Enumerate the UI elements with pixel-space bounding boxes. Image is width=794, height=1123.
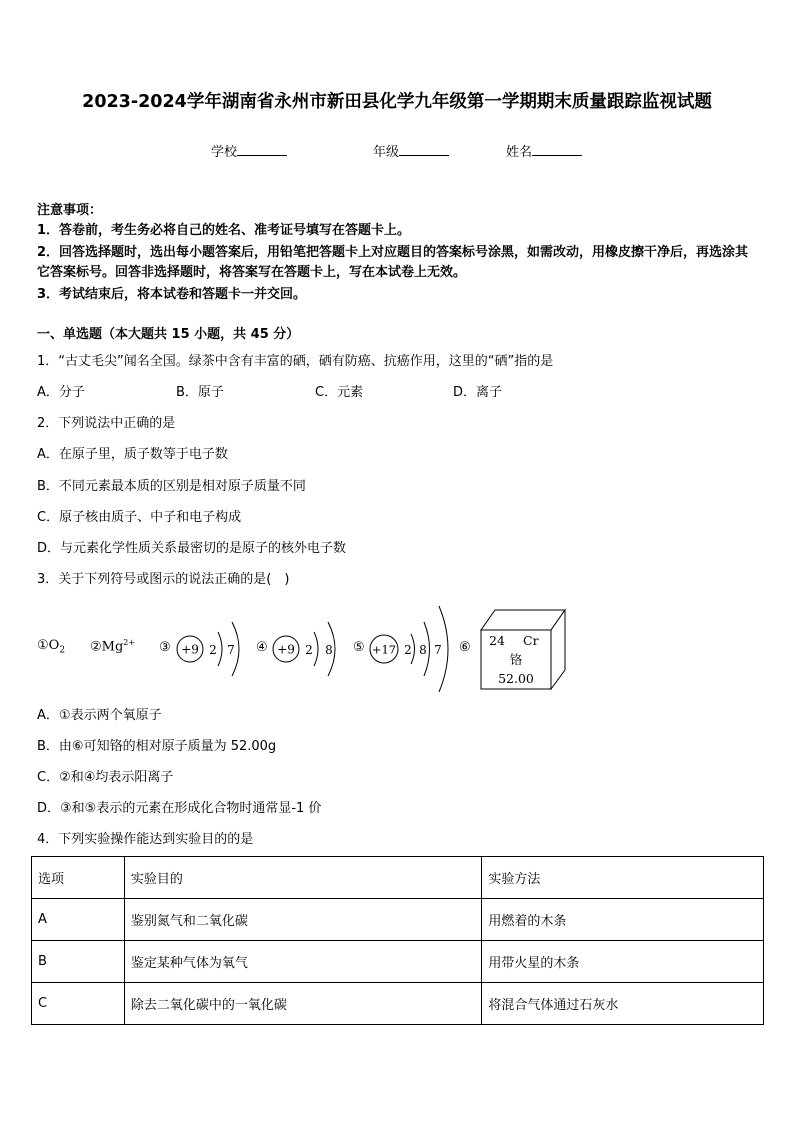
school-blank	[237, 142, 287, 156]
nucleus-charge: +9	[277, 642, 295, 657]
nucleus-charge: +9	[181, 642, 199, 657]
element-name: 铬	[509, 652, 523, 667]
section-heading: 一、单选题（本大题共 15 小题，共 45 分）	[37, 327, 300, 342]
header-option: 选项	[32, 857, 125, 899]
school-label: 学校	[211, 145, 238, 160]
grade-field	[373, 141, 449, 160]
row-method: 用燃着的木条	[482, 899, 764, 941]
q2-stem: 2．下列说法中正确的是	[37, 416, 176, 431]
mark-4: ④	[256, 640, 268, 655]
option-prefix: D．	[37, 801, 61, 816]
option-mark: ①	[58, 708, 71, 723]
q3-figure	[30, 598, 590, 694]
mg-superscript: 2+	[123, 638, 136, 647]
shell-electrons-1: 2	[209, 643, 217, 657]
table-header-row	[32, 857, 764, 899]
q3-option-a	[37, 706, 162, 726]
row-option: A	[32, 899, 125, 941]
q3-stem: 3．关于下列符号或图示的说法正确的是( )	[37, 572, 290, 587]
header-method: 实验方法	[482, 857, 764, 899]
school-field	[211, 141, 287, 160]
shell-electrons-2: 8	[325, 643, 333, 657]
atom-diagram-fluoride-ion	[270, 608, 360, 688]
q3-option-c	[37, 768, 173, 788]
option-mark: ③	[60, 801, 72, 816]
symbol-o2	[37, 638, 65, 656]
mark-2: ②	[90, 639, 102, 655]
mg-formula: Mg	[101, 639, 124, 655]
option-text: 和④均表示阳离子	[70, 770, 174, 785]
name-field	[506, 141, 582, 160]
q2-option-a: A．在原子里，质子数等于电子数	[37, 447, 228, 462]
option-prefix: B．	[37, 739, 59, 754]
mark-1: ①	[37, 638, 49, 653]
o2-formula: O	[48, 638, 60, 653]
q1-option-a: A．分子	[37, 385, 85, 400]
shell-arc-1	[218, 632, 222, 666]
option-prefix: C．	[37, 770, 60, 785]
element-symbol: Cr	[523, 633, 539, 648]
option-text: 由⑥可知铬的相对原子质量为 52.00g	[58, 739, 277, 754]
q2-option-c: C．原子核由质子、中子和电子构成	[37, 510, 242, 525]
row-purpose: 鉴定某种气体为氧气	[124, 941, 481, 983]
q2-option-b: B．不同元素最本质的区别是相对原子质量不同	[37, 479, 306, 494]
grade-blank	[399, 142, 449, 156]
q3-option-b	[37, 737, 276, 757]
q1-option-c: C．元素	[315, 385, 364, 400]
shell-arc-1	[314, 632, 318, 666]
atomic-number: 24	[489, 633, 505, 648]
name-blank	[532, 142, 582, 156]
header-purpose: 实验目的	[124, 857, 481, 899]
row-option: C	[32, 983, 125, 1025]
option-prefix: A．	[37, 708, 59, 723]
q3-option-d	[37, 799, 321, 819]
shell-electrons-1: 2	[404, 643, 412, 657]
notes-heading: 注意事项：	[37, 203, 103, 218]
row-method: 将混合气体通过石灰水	[482, 983, 764, 1025]
shell-electrons-2: 8	[419, 643, 427, 657]
mark-6: ⑥	[459, 640, 471, 655]
row-purpose: 鉴别氮气和二氧化碳	[124, 899, 481, 941]
nucleus-charge: +17	[371, 642, 397, 657]
option-mark: ②	[59, 770, 71, 785]
experiment-table	[31, 856, 764, 1025]
element-card-chromium	[479, 608, 569, 690]
shell-electrons-1: 2	[305, 643, 313, 657]
atomic-mass: 52.00	[498, 671, 534, 686]
mark-3: ③	[159, 640, 171, 655]
q1-option-d: D．离子	[453, 385, 503, 400]
row-purpose: 除去二氧化碳中的一氧化碳	[124, 983, 481, 1025]
q4-stem: 4．下列实验操作能达到实验目的的是	[37, 832, 254, 847]
q2-option-d: D．与元素化学性质关系最密切的是原子的核外电子数	[37, 541, 347, 556]
option-text: 表示两个氧原子	[70, 708, 162, 723]
option-text: 和⑤表示的元素在形成化合物时通常显-1 价	[71, 801, 322, 816]
table-row	[32, 941, 764, 983]
symbol-mg-ion	[90, 638, 135, 654]
card-top-face	[481, 610, 565, 630]
atom-diagram-fluorine	[174, 608, 264, 688]
table-row	[32, 983, 764, 1025]
o2-subscript: 2	[59, 645, 66, 656]
name-label: 姓名	[506, 145, 533, 160]
note-item-3: 3．考试结束后，将本试卷和答题卡一并交回。	[37, 287, 307, 302]
shell-electrons-3: 7	[434, 643, 442, 657]
q1-option-b: B．原子	[176, 385, 224, 400]
table-row	[32, 899, 764, 941]
q1-stem: 1．“古丈毛尖”闻名全国。绿茶中含有丰富的硒，硒有防癌、抗癌作用，这里的“硒”指的是	[37, 354, 554, 369]
mark-5: ⑤	[353, 640, 365, 655]
exam-title: 2023-2024学年湖南省永州市新田县化学九年级第一学期期末质量跟踪监视试题	[82, 92, 712, 112]
row-method: 用带火星的木条	[482, 941, 764, 983]
note-item-2: 2．回答选择题时，选出每小题答案后，用铅笔把答题卡上对应题目的答案标号涂黑，如需改动，用橡皮擦干净后，再选涂其它答案标号。回答非选择题时，将答案写在答题卡上，写在本试卷上无效。	[37, 245, 749, 280]
shell-electrons-2: 7	[227, 643, 235, 657]
grade-label: 年级	[373, 145, 400, 160]
row-option: B	[32, 941, 125, 983]
note-item-1: 1．答卷前，考生务必将自己的姓名、准考证号填写在答题卡上。	[37, 223, 411, 238]
